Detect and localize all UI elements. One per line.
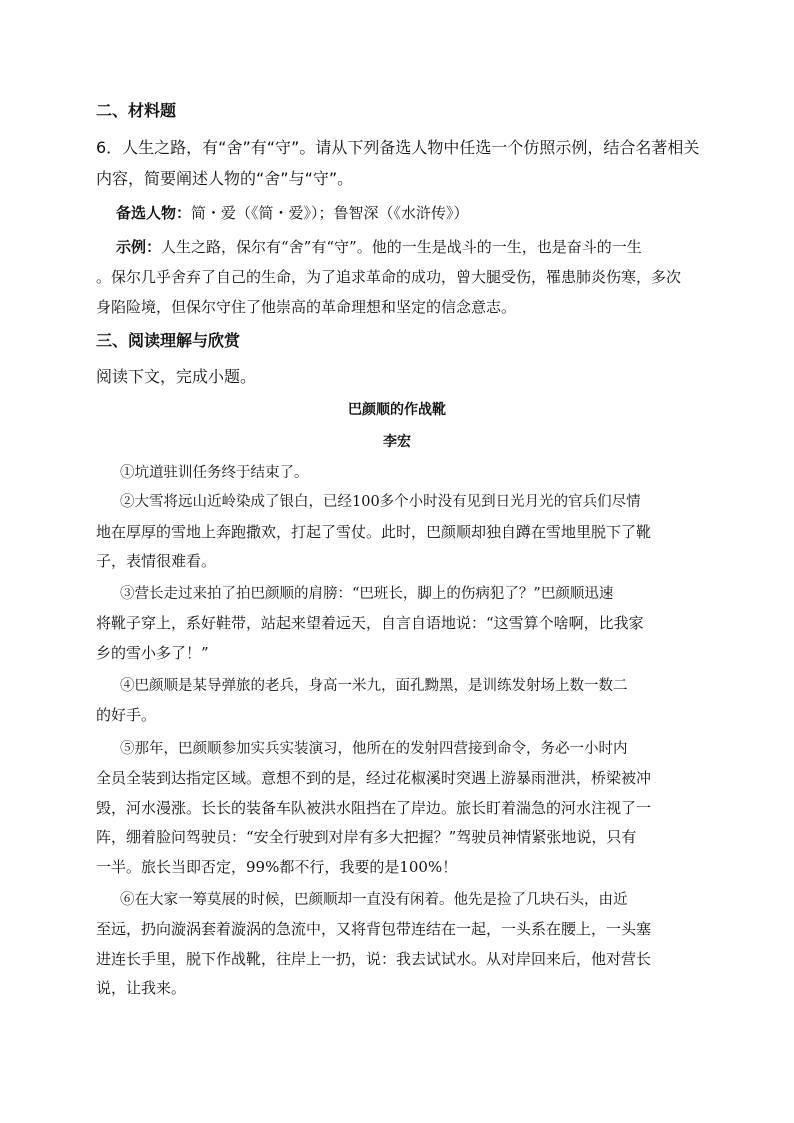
article-line: 地在厚厚的雪地上奔跑撒欢，打起了雪仗。此时，巴颜顺却独自蹲在雪地里脱下了靴 — [96, 523, 652, 541]
article-line: 全员全装到达指定区域。意想不到的是，经过花椒溪时突遇上游暴雨泄洪，桥梁被冲 — [96, 769, 652, 787]
article-line: 阵，绷着脸问驾驶员：“安全行驶到对岸有多大把握？”驾驶员神情紧张地说，只有 — [96, 828, 637, 846]
article-author: 李宏 — [383, 434, 411, 450]
section-3-heading: 三、阅读理解与欣赏 — [96, 331, 241, 350]
article-line: ⑤那年，巴颜顺参加实兵实装演习，他所在的发射四营接到命令，务必一小时内 — [120, 741, 628, 757]
article-line: 将靴子穿上，系好鞋带，站起来望着远天，自言自语地说：“这雪算个啥啊，比我家 — [96, 614, 644, 632]
article-line: 进连长手里，脱下作战靴，往岸上一扔，说：我去试试水。从对岸回来后，他对营长 — [96, 950, 652, 968]
article-line: 毁，河水漫涨。长长的装备车队被洪水阻挡在了岸边。旅长盯着湍急的河水注视了一 — [96, 799, 652, 817]
article-line: ②大雪将远山近岭染成了银白，已经100多个小时没有见到日光月光的官兵们尽情 — [120, 494, 641, 510]
candidates-line — [116, 203, 469, 223]
article-line: 说，让我来。 — [96, 979, 187, 997]
article-line: 子，表情很难看。 — [96, 552, 217, 570]
example-label: 示例： — [116, 238, 162, 256]
question-6-line-2: 内容，简要阐述人物的“舍”与“守”。 — [96, 169, 354, 188]
question-6-line-1: 6．人生之路，有“舍”有“守”。请从下列备选人物中任选一个仿照示例，结合名著相关 — [96, 138, 700, 157]
article-line: ④巴颜顺是某导弹旅的老兵，身高一米九，面孔黝黑，是训练发射场上数一数二 — [120, 678, 628, 694]
article-line: 一半。旅长当即否定，99%都不行，我要的是100%！ — [96, 858, 458, 876]
section-2-heading: 二、材料题 — [96, 101, 177, 120]
article-line: 至远，扔向漩涡套着漩涡的急流中，又将背包带连结在一起，一头系在腰上，一头塞 — [96, 920, 652, 938]
example-line-3: 身陷险境，但保尔守住了他崇高的革命理想和坚定的信念意志。 — [96, 298, 517, 316]
example-line-2: 。保尔几乎舍弃了自己的生命，为了追求革命的成功，曾大腿受伤，罹患肺炎伤寒，多次 — [96, 268, 682, 286]
article-line: 的好手。 — [96, 706, 157, 724]
example-text-1: 人生之路，保尔有“舍”有“守”。他的一生是战斗的一生，也是奋斗的一生 — [161, 238, 642, 256]
article-line: ③营长走过来拍了拍巴颜顺的肩膀：“巴班长，脚上的伤病犯了？”巴颜顺迅速 — [120, 586, 614, 602]
article-title: 巴颜顺的作战靴 — [348, 402, 446, 418]
article-line: ①坑道驻训任务终于结束了。 — [120, 465, 309, 481]
article-line: 乡的雪小多了！” — [96, 644, 209, 662]
reading-instruction: 阅读下文，完成小题。 — [96, 367, 257, 386]
article-line: ⑥在大家一筹莫展的时候，巴颜顺却一直没有闲着。他先是捡了几块石头，由近 — [120, 892, 628, 908]
example-line-1 — [116, 237, 642, 257]
candidates-label: 备选人物： — [116, 204, 192, 222]
candidates-text: 简・爱（《简・爱》）；鲁智深（《水浒传》） — [191, 204, 469, 222]
